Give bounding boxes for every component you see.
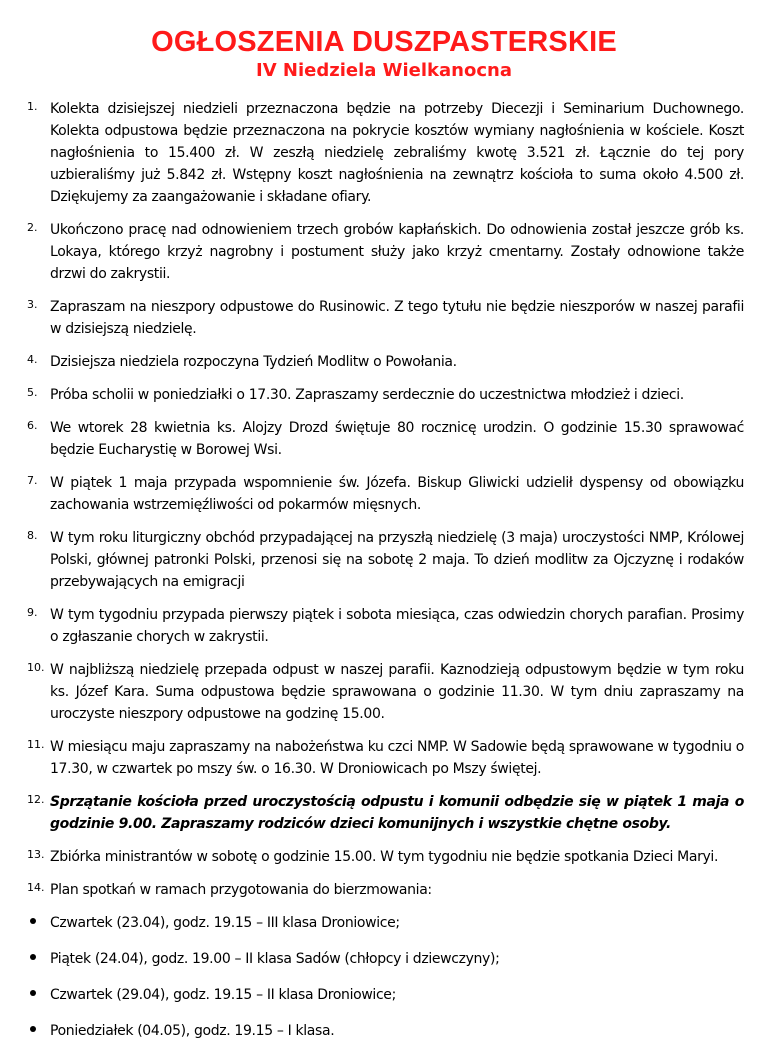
list-item: [0, 846, 768, 868]
item-number: 3.: [27, 298, 38, 311]
schedule-text: Poniedziałek (04.05), godz. 19.15 – I klasa.: [50, 1023, 335, 1039]
item-text: Kolekta dzisiejszej niedzieli przeznaczona będzie na potrzeby Diecezji i Seminarium Duchownego. Kolekta odpustowa będzie przeznaczona na pokrycie kosztów wymiany nagłośnienia w kościele. Koszt nagłośnienia to 15.400 zł. W zeszłą niedzielę zebraliśmy kwotę 3.521 zł. Łącznie do tej pory uzbieraliśmy już 5.842 zł. Wstępny koszt nagłośnienia na zewnątrz kościoła to suma około 4.500 zł. Dziękujemy za zaangażowanie i składane ofiary.: [50, 101, 744, 205]
item-text: Zapraszam na nieszpory odpustowe do Rusinowic. Z tego tytułu nie będzie nieszporów w naszej parafii w dzisiejszą niedzielę.: [50, 299, 744, 337]
bullet-icon: [30, 1026, 36, 1032]
item-text: W piątek 1 maja przypada wspomnienie św. Józefa. Biskup Gliwicki udzielił dyspensy od obowiązku zachowania wstrzemięźliwości od pokarmów mięsnych.: [50, 475, 744, 513]
list-item: [0, 296, 768, 340]
list-item-highlighted: [0, 791, 768, 835]
list-item: [0, 384, 768, 406]
item-number: 6.: [27, 419, 38, 432]
list-item: [0, 879, 768, 901]
item-number: 5.: [27, 386, 38, 399]
schedule-item: [0, 948, 768, 970]
item-text: W miesiącu maju zapraszamy na nabożeństwa ku czci NMP. W Sadowie będą sprawowane w tygodniu o 17.30, w czwartek po mszy św. o 16.30. W Droniowicach po Mszy świętej.: [50, 739, 744, 777]
item-text-emphasized: Sprzątanie kościoła przed uroczystością odpustu i komunii odbędzie się w piątek 1 maja o godzinie 9.00. Zapraszamy rodziców dzieci komunijnych i wszystkie chętne osoby.: [50, 794, 744, 832]
list-item: [0, 98, 768, 208]
item-number: 8.: [27, 529, 38, 542]
list-item: [0, 472, 768, 516]
schedule-item: [0, 1020, 768, 1042]
item-text: Plan spotkań w ramach przygotowania do bierzmowania:: [50, 882, 432, 898]
item-number: 11.: [27, 738, 45, 751]
page-subtitle: IV Niedziela Wielkanocna: [256, 60, 512, 81]
item-number: 14.: [27, 881, 45, 894]
bullet-icon: [30, 990, 36, 996]
list-item: [0, 527, 768, 593]
item-text: Dzisiejsza niedziela rozpoczyna Tydzień Modlitw o Powołania.: [50, 354, 457, 370]
item-number: 7.: [27, 474, 38, 487]
item-text: Ukończono pracę nad odnowieniem trzech grobów kapłańskich. Do odnowienia został jeszcze grób ks. Lokaya, którego krzyż nagrobny i postument służy jako krzyż cmentarny. Zostały odnowione także drzwi do zakrystii.: [50, 222, 744, 282]
page-title: OGŁOSZENIA DUSZPASTERSKIE: [151, 26, 617, 58]
list-item: [0, 736, 768, 780]
item-number: 4.: [27, 353, 38, 366]
schedule-text: Piątek (24.04), godz. 19.00 – II klasa Sadów (chłopcy i dziewczyny);: [50, 951, 500, 967]
bullet-icon: [30, 918, 36, 924]
item-number: 13.: [27, 848, 45, 861]
item-text: W tym roku liturgiczny obchód przypadającej na przyszłą niedzielę (3 maja) uroczystości NMP, Królowej Polski, głównej patronki Polski, przenosi się na sobotę 2 maja. To dzień modlitw za Ojczyznę i rodaków przebywających na emigracji: [50, 530, 744, 590]
bullet-icon: [30, 954, 36, 960]
item-number: 1.: [27, 100, 38, 113]
item-text: Zbiórka ministrantów w sobotę o godzinie 15.00. W tym tygodniu nie będzie spotkania Dzieci Maryi.: [50, 849, 719, 865]
schedule-item: [0, 984, 768, 1006]
list-item: [0, 417, 768, 461]
schedule-text: Czwartek (23.04), godz. 19.15 – III klasa Droniowice;: [50, 915, 400, 931]
item-number: 9.: [27, 606, 38, 619]
list-item: [0, 659, 768, 725]
list-item: [0, 604, 768, 648]
list-item: [0, 351, 768, 373]
item-number: 12.: [27, 793, 45, 806]
item-number: 10.: [27, 661, 45, 674]
item-text: Próba scholii w poniedziałki o 17.30. Zapraszamy serdecznie do uczestnictwa młodzież i dzieci.: [50, 387, 684, 403]
schedule-item: [0, 912, 768, 934]
item-text: W tym tygodniu przypada pierwszy piątek i sobota miesiąca, czas odwiedzin chorych parafian. Prosimy o zgłaszanie chorych w zakrystii.: [50, 607, 744, 645]
schedule-text: Czwartek (29.04), godz. 19.15 – II klasa Droniowice;: [50, 987, 396, 1003]
item-text: W najbliższą niedzielę przepada odpust w naszej parafii. Kaznodzieją odpustowym będzie w tym roku ks. Józef Kara. Suma odpustowa będzie sprawowana o godzinie 11.30. W tym dniu zapraszamy na uroczyste nieszpory odpustowe na godzinę 15.00.: [50, 662, 744, 722]
announcement-list: [0, 98, 768, 1056]
item-number: 2.: [27, 221, 38, 234]
item-text: We wtorek 28 kwietnia ks. Alojzy Drozd świętuje 80 rocznicę urodzin. O godzinie 15.30 sprawować będzie Eucharystię w Borowej Wsi.: [50, 420, 744, 458]
list-item: [0, 219, 768, 285]
